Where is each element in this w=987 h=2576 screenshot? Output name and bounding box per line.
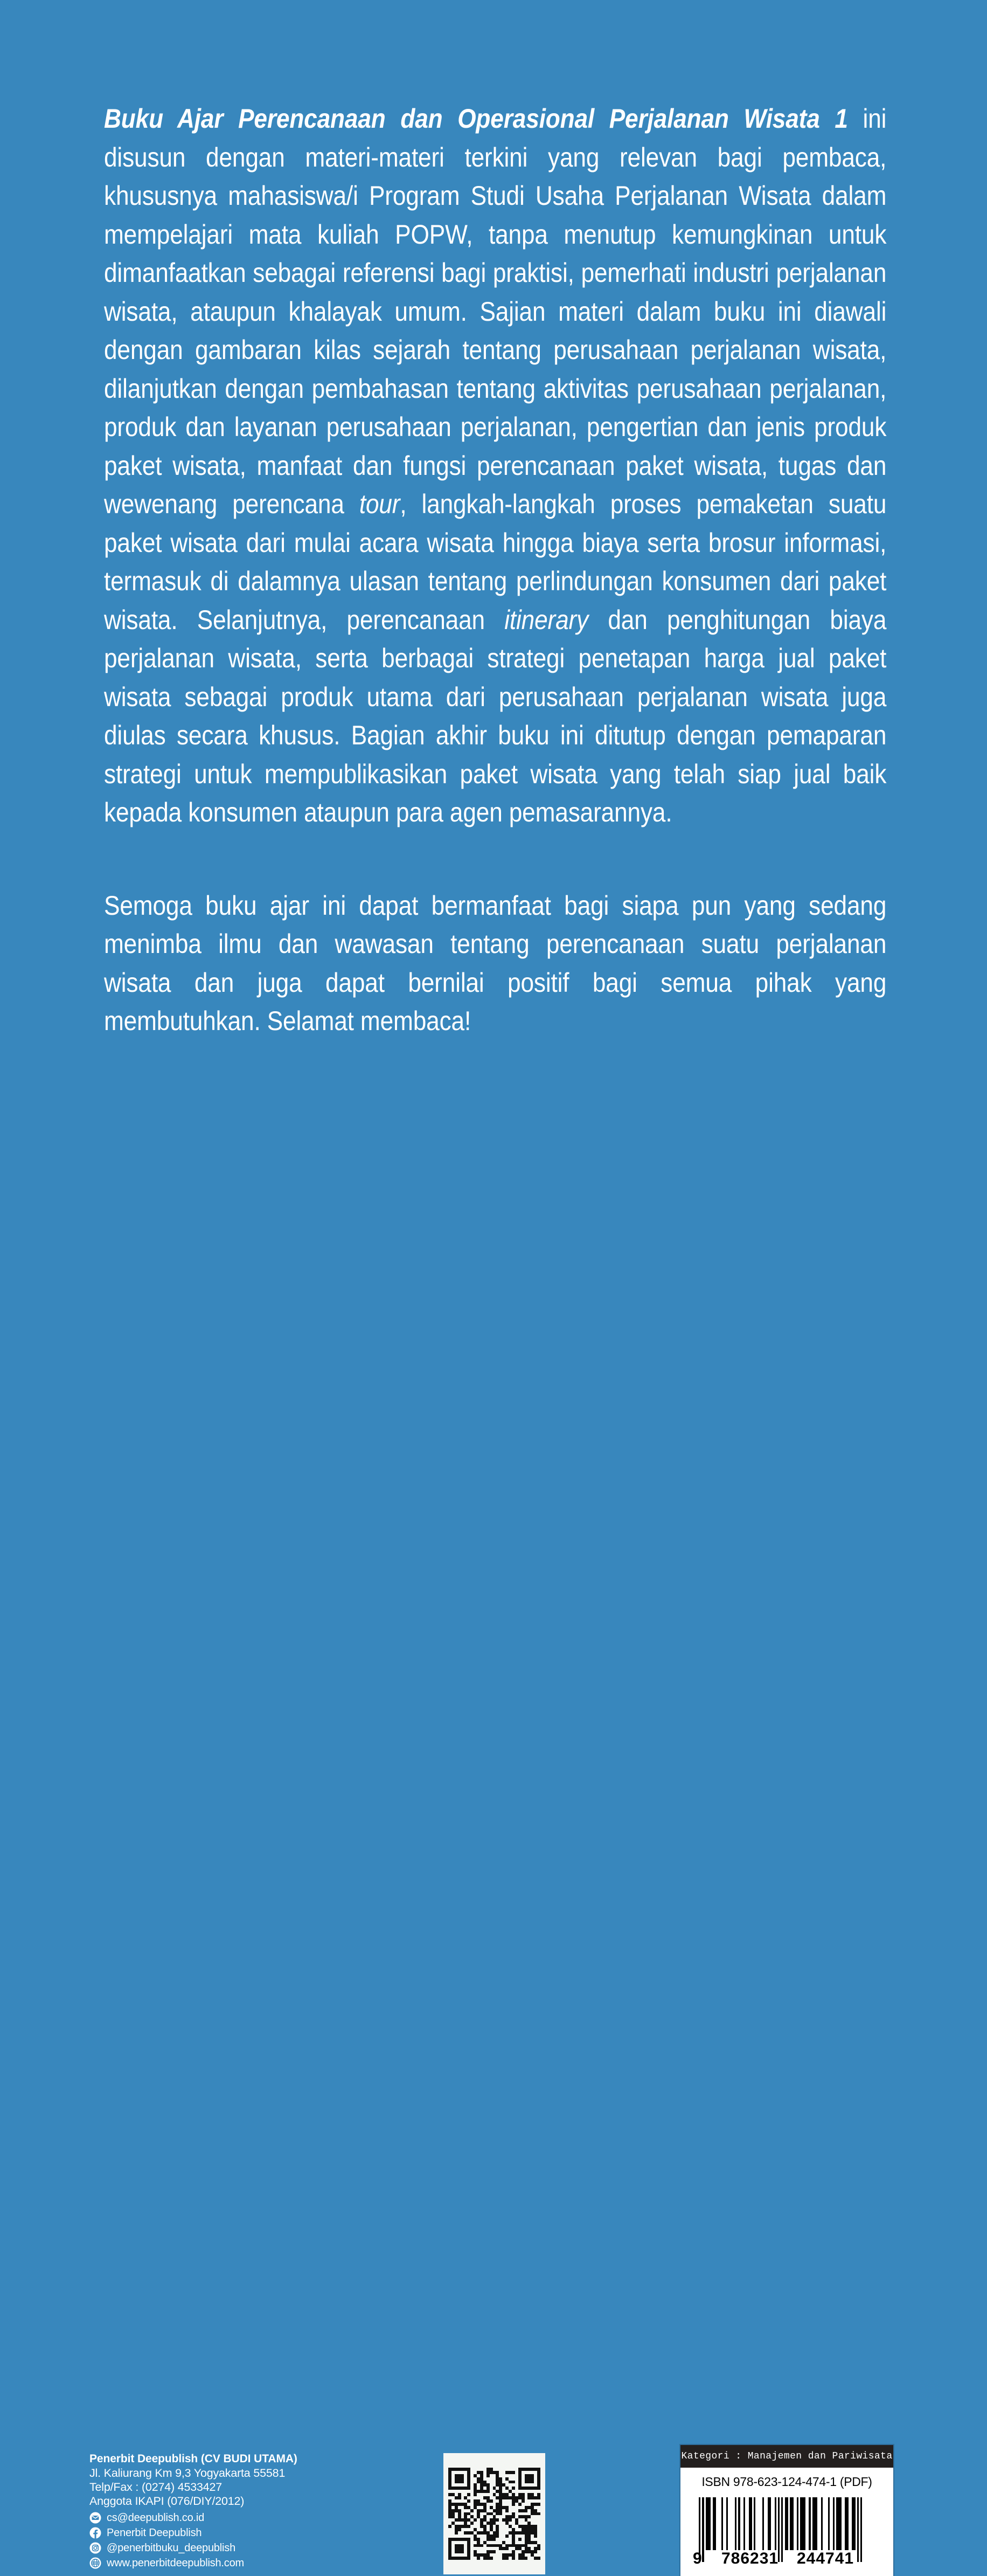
publisher-name: Penerbit Deepublish (CV BUDI UTAMA) [89, 2453, 297, 2465]
publisher-phone: Telp/Fax : (0274) 4533427 [89, 2481, 222, 2494]
email-icon [89, 2512, 101, 2524]
ean-left-group: 786231 [721, 2550, 779, 2567]
italic-term-itinerary: itinerary [504, 604, 589, 635]
blurb-text-part-2: , langkah-langkah proses pemaketan suatu paket wisata dari mulai acara wisata hingga biaya serta brosur informasi, termasuk di dalamnya ulasan tentang perlindungan konsumen dari paket wisata. Selanjutnya, perencanaan [104, 489, 887, 635]
contact-facebook-text: Penerbit Deepublish [107, 2527, 202, 2539]
facebook-icon [89, 2527, 101, 2539]
contact-instagram-text: @penerbitbuku_deepublish [107, 2542, 236, 2554]
ean13-digits [691, 2550, 885, 2568]
contact-row-email[interactable] [89, 2511, 391, 2525]
blurb-paragraph-1 [104, 100, 886, 832]
publisher-ikapi-membership: Anggota IKAPI (076/DIY/2012) [89, 2495, 245, 2508]
instagram-icon [89, 2542, 101, 2554]
contact-row-website[interactable] [89, 2556, 391, 2570]
contact-row-instagram[interactable] [89, 2541, 391, 2555]
website-icon [89, 2557, 101, 2569]
ean-right-group: 244741 [797, 2550, 854, 2567]
blurb-text-part-1: ini disusun dengan materi-materi terkini yang relevan bagi pembaca, khususnya mahasiswa/i Program Studi Usaha Perjalanan Wisata dalam mempelajari mata kuliah POPW, tanpa menutup kemungkinan untuk dimanfaatkan sebagai referensi bagi praktisi, pemerhati industri perjalanan wisata, ataupun khalayak umum. Sajian materi dalam buku ini diawali dengan gambaran kilas sejarah tentang perusahaan perjalanan wisata, dilanjutkan dengan pembahasan tentang aktivitas perusahaan perjalanan, produk dan layanan perusahaan perjalanan, pengertian dan jenis produk paket wisata, manfaat dan fungsi perencanaan paket wisata, tugas dan wewenang perencana [104, 103, 887, 519]
publisher-address: Jl. Kaliurang Km 9,3 Yogyakarta 55581 [89, 2467, 286, 2480]
blurb-paragraph-2: Semoga buku ajar ini dapat bermanfaat bagi siapa pun yang sedang menimba ilmu dan wawasan tentang perencanaan suatu perjalanan wisata dan juga dapat bernilai positif bagi semua pihak yang membutuhkan. Selamat membaca! [104, 890, 887, 1036]
isbn-category-band: Kategori : Manajemen dan Pariwisata [680, 2445, 893, 2468]
qr-code-matrix [448, 2468, 540, 2560]
book-title-emphasis: Buku Ajar Perencanaan dan Operasional Perjalanan Wisata 1 [104, 103, 848, 134]
contact-website-text: www.penerbitdeepublish.com [107, 2557, 244, 2569]
isbn-barcode-panel [680, 2445, 893, 2576]
blurb-text-part-3: dan penghitungan biaya perjalanan wisata, serta berbagai strategi penetapan harga jual paket wisata sebagai produk utama dari perusahaan perjalanan wisata juga diulas secara khusus. Bagian akhir buku ini ditutup dengan pemaparan strategi untuk mempublikasikan paket wisata yang telah siap jual baik kepada konsumen ataupun para agen pemasarannya. [104, 604, 887, 827]
isbn-body [680, 2468, 893, 2576]
ean13-barcode [699, 2497, 875, 2550]
footer-section [0, 1206, 987, 2569]
qr-code[interactable] [443, 2453, 545, 2574]
ean-first-digit: 9 [693, 2550, 703, 2567]
publisher-info-block [89, 2452, 391, 2571]
isbn-number: ISBN 978-623-124-474-1 (PDF) [701, 2475, 872, 2489]
contact-email-text: cs@deepublish.co.id [107, 2512, 205, 2524]
contact-row-facebook[interactable] [89, 2526, 391, 2540]
blurb-section [104, 100, 886, 1041]
italic-term-tour: tour [359, 489, 400, 519]
publisher-contact-list [89, 2511, 391, 2570]
